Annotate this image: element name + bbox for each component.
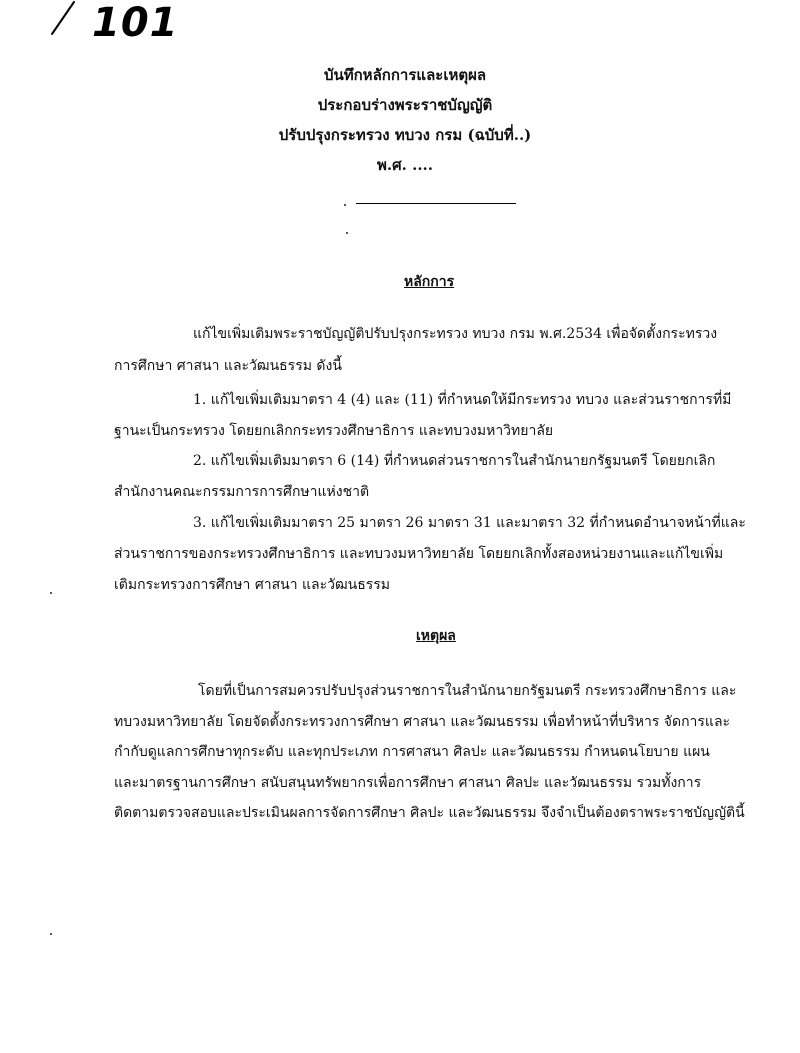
pen-stroke-mark <box>48 0 78 40</box>
principles-line: 2. แก้ไขเพิ่มเติมมาตรา 6 (14) ที่กำหนดส่วนราชการในสำนักนายกรัฐมนตรี โดยยกเลิก <box>193 453 716 469</box>
principles-line: ส่วนราชการของกระทรวงศึกษาธิการ และทบวงมหาวิทยาลัย โดยยกเลิกทั้งสองหน่วยงานและแก้ไขเพิ่ม <box>114 546 724 562</box>
reasons-line: กำกับดูแลการศึกษาทุกระดับ และทุกประเภท การศาสนา ศิลปะ และวัฒนธรรม กำหนดนโยบาย แผน <box>114 744 710 760</box>
header-act-name: ปรับปรุงกระทรวง ทบวง กรม (ฉบับที่..) <box>278 126 532 144</box>
header-divider <box>356 203 516 204</box>
principles-line: เติมกระทรวงการศึกษา ศาสนา และวัฒนธรรม <box>114 577 391 593</box>
handwritten-page-number: 101 <box>92 0 179 46</box>
principles-line: 1. แก้ไขเพิ่มเติมมาตรา 4 (4) และ (11) ที่กำหนดให้มีกระทรวง ทบวง และส่วนราชการที่มี <box>193 392 732 408</box>
reasons-line: ทบวงมหาวิทยาลัย โดยจัดตั้งกระทรวงการศึกษา ศาสนา และวัฒนธรรม เพื่อทำหน้าที่บริหาร จัดการและ <box>114 714 731 730</box>
principles-line: ฐานะเป็นกระทรวง โดยยกเลิกกระทรวงศึกษาธิการ และทบวงมหาวิทยาลัย <box>114 423 554 439</box>
reasons-line: โดยที่เป็นการสมควรปรับปรุงส่วนราชการในสำนักนายกรัฐมนตรี กระทรวงศึกษาธิการ และ <box>198 683 737 699</box>
reasons-line: และมาตรฐานการศึกษา สนับสนุนทรัพยากรเพื่อการศึกษา ศาสนา ศิลปะ และวัฒนธรรม รวมทั้งการ <box>114 775 702 791</box>
scan-speck <box>344 204 346 206</box>
reasons-heading: เหตุผล <box>416 628 456 644</box>
principles-line: 3. แก้ไขเพิ่มเติมมาตรา 25 มาตรา 26 มาตรา 31 และมาตรา 32 ที่กำหนดอำนาจหน้าที่และ <box>193 515 746 531</box>
header-year: พ.ศ. .... <box>377 156 433 174</box>
scan-speck <box>346 232 348 234</box>
document-header <box>250 60 560 180</box>
scan-speck <box>50 592 52 594</box>
principles-line: แก้ไขเพิ่มเติมพระราชบัญญัติปรับปรุงกระทรวง ทบวง กรม พ.ศ.2534 เพื่อจัดตั้งกระทรวง <box>193 326 718 342</box>
reasons-line: ติดตามตรวจสอบและประเมินผลการจัดการศึกษา ศิลปะ และวัฒนธรรม จึงจำเป็นต้องตราพระราชบัญญัตินี้ <box>114 805 745 821</box>
principles-line: สำนักงานคณะกรรมการการศึกษาแห่งชาติ <box>114 484 370 500</box>
header-title: บันทึกหลักการและเหตุผล <box>323 66 487 84</box>
header-subtitle: ประกอบร่างพระราชบัญญัติ <box>317 96 493 114</box>
principles-line: การศึกษา ศาสนา และวัฒนธรรม ดังนี้ <box>114 358 342 374</box>
principles-heading: หลักการ <box>404 274 455 290</box>
scan-speck <box>50 933 52 935</box>
